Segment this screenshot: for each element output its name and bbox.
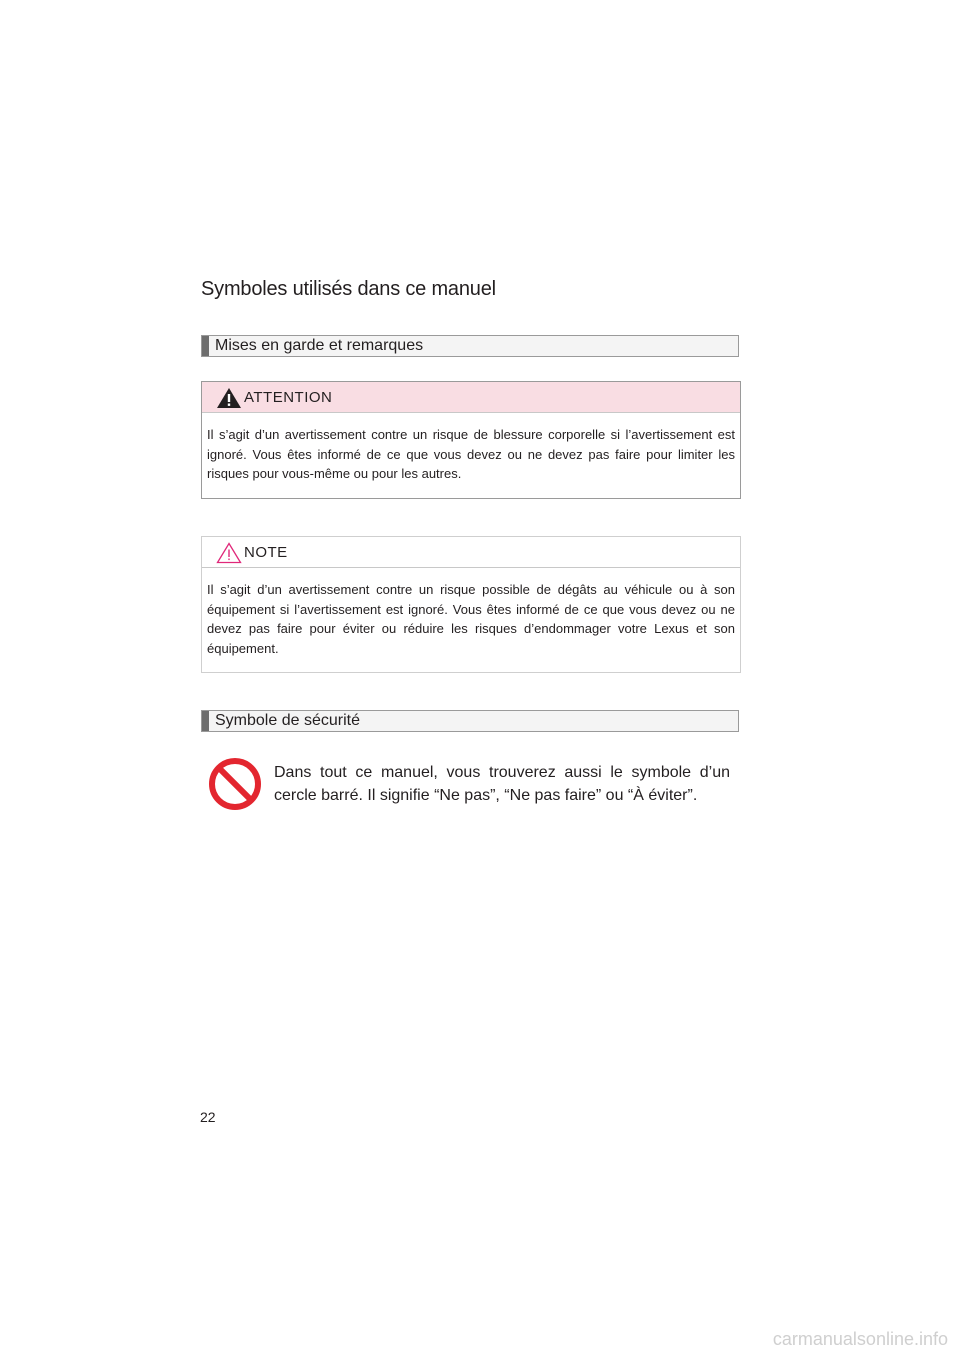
section-heading-warnings bbox=[201, 335, 739, 357]
section-heading-label: Symbole de sécurité bbox=[215, 712, 360, 729]
prohibition-circle-icon bbox=[208, 757, 262, 811]
section-heading-safety bbox=[201, 710, 739, 732]
note-text: Il s’agit d’un avertissement contre un risque possible de dégâts au véhicule ou à son équipement si l’avertissement est ignoré. Vous êtes informé de ce que vous devez ou ne devez pas faire pour éviter ou réduire les risques d’endommager votre Lexus et son équipement. bbox=[207, 582, 735, 656]
warning-triangle-icon bbox=[216, 387, 242, 409]
caution-triangle-outline-icon bbox=[216, 542, 242, 564]
safety-symbol-text: Dans tout ce manuel, vous trouverez aussi le symbole d’un cercle barré. Il signifie “Ne pas”, “Ne pas faire” ou “À éviter”. bbox=[274, 764, 730, 804]
section-heading-bar bbox=[202, 336, 209, 356]
note-header bbox=[202, 537, 740, 568]
attention-text: Il s’agit d’un avertissement contre un risque de blessure corporelle si l’avertissement est ignoré. Vous êtes informé de ce que vous devez ou ne devez pas faire pour limiter les risques pour vous-même ou pour les autres. bbox=[207, 427, 735, 481]
watermark: carmanualsonline.info bbox=[772, 1329, 948, 1349]
attention-label: ATTENTION bbox=[244, 389, 333, 406]
note-box bbox=[201, 536, 741, 673]
safety-symbol-block bbox=[208, 757, 740, 817]
section-heading-label: Mises en garde et remarques bbox=[215, 337, 424, 354]
page-title: Symboles utilisés dans ce manuel bbox=[201, 278, 496, 300]
attention-box bbox=[201, 381, 741, 499]
section-heading-bar bbox=[202, 711, 209, 731]
note-label: NOTE bbox=[244, 544, 288, 561]
page-number: 22 bbox=[200, 1109, 216, 1125]
attention-header bbox=[202, 382, 740, 413]
